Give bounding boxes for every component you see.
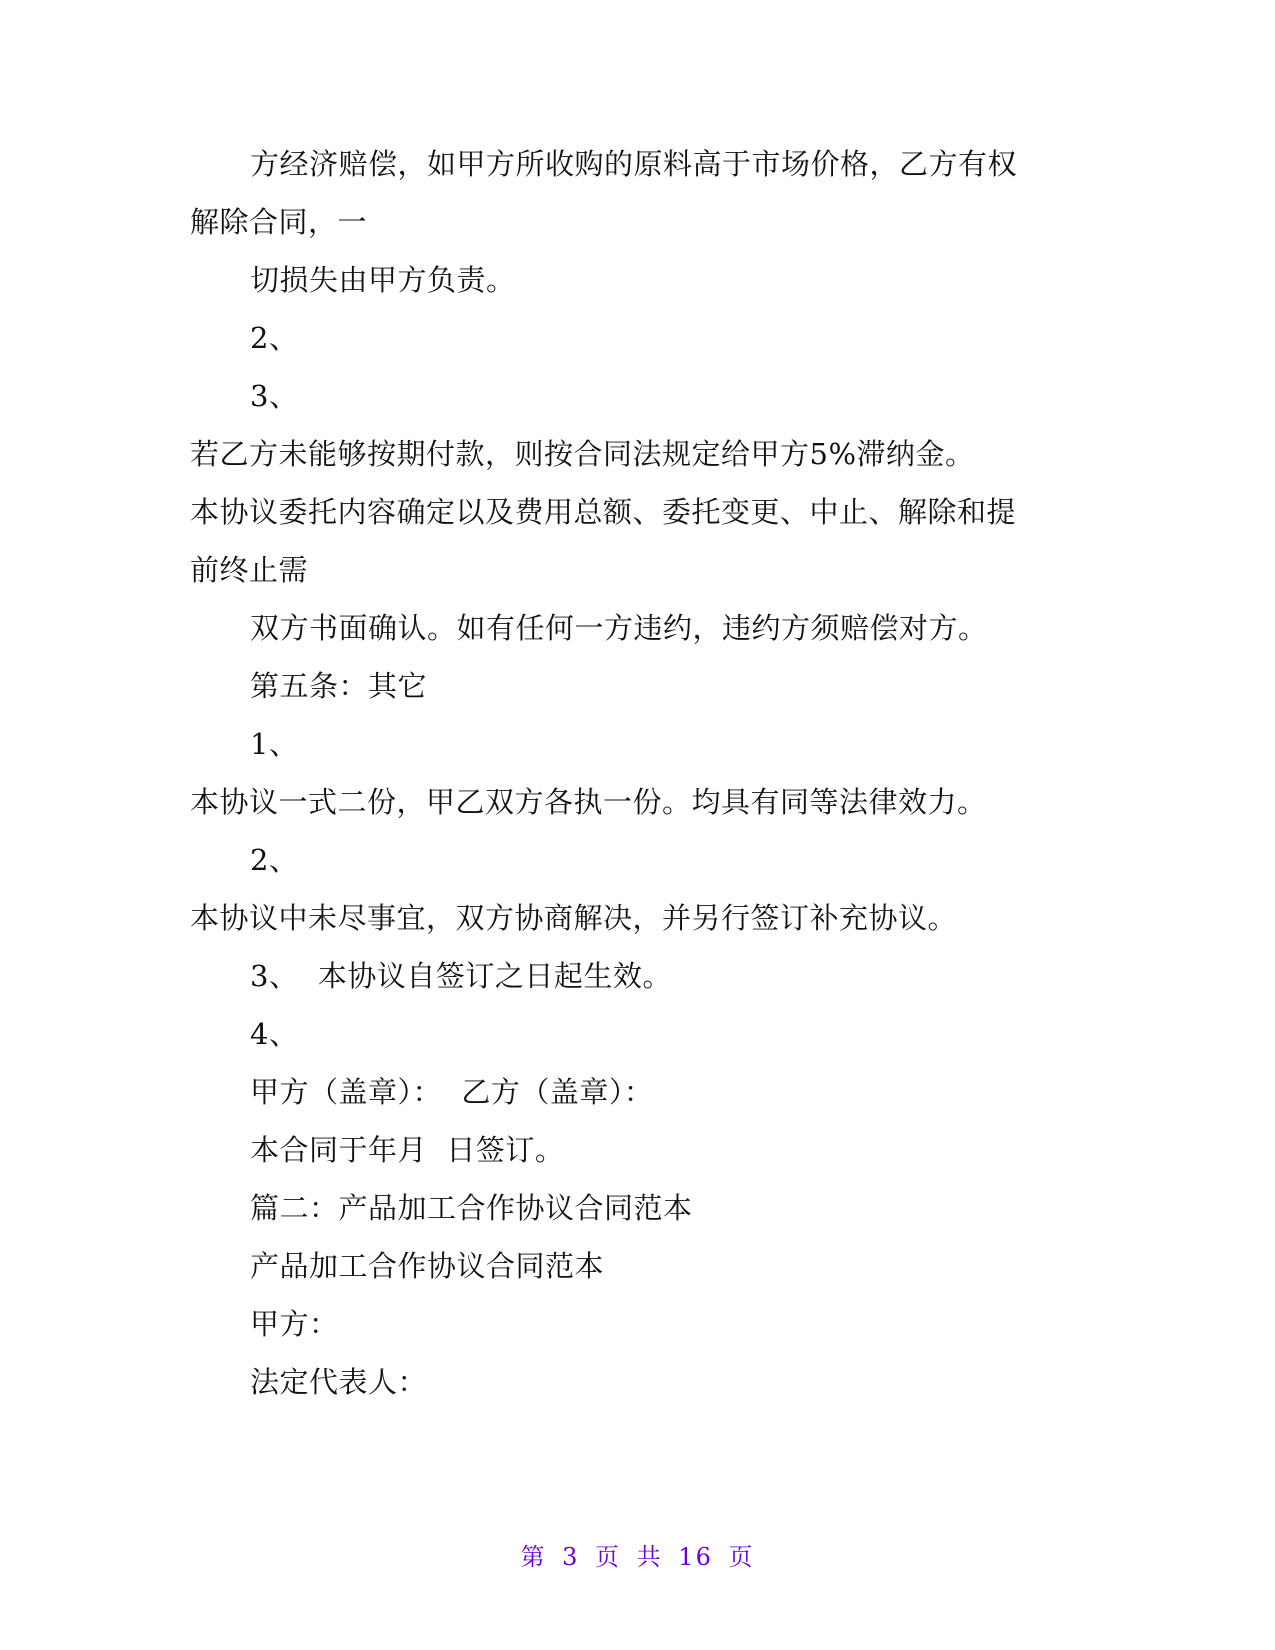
list-number: 3、 (250, 379, 299, 413)
page-footer: 第 3 页 共 16 页 (520, 1543, 755, 1571)
list-number: 4、 (250, 1017, 299, 1051)
signature-line: 甲方（盖章）： 乙方（盖章）： (250, 1075, 654, 1109)
text-line: 3、 本协议自签订之日起生效。 (250, 959, 672, 993)
text-line: 方经济赔偿，如甲方所收购的原料高于市场价格，乙方有权 (250, 147, 1018, 181)
text-line: 前终止需 (190, 553, 309, 587)
list-number: 1、 (250, 727, 299, 761)
section-heading: 第五条：其它 (250, 669, 428, 703)
text-line: 切损失由甲方负责。 (250, 263, 516, 297)
text-line: 本协议一式二份，甲乙双方各执一份。均具有同等法律效力。 (190, 785, 987, 819)
text-line: 若乙方未能够按期付款，则按合同法规定给甲方5%滞纳金。 (190, 437, 975, 471)
list-number: 2、 (250, 843, 299, 877)
section-heading: 篇二：产品加工合作协议合同范本 (250, 1191, 693, 1225)
list-number: 2、 (250, 321, 299, 355)
document-title: 产品加工合作协议合同范本 (250, 1249, 605, 1283)
text-line: 本协议中未尽事宜，双方协商解决，并另行签订补充协议。 (190, 901, 958, 935)
date-line: 本合同于年月 日签订。 (250, 1133, 565, 1167)
text-line: 双方书面确认。如有任何一方违约，违约方须赔偿对方。 (250, 611, 988, 645)
text-line: 解除合同，一 (190, 205, 368, 239)
text-line: 本协议委托内容确定以及费用总额、委托变更、中止、解除和提 (190, 495, 1017, 529)
party-field: 法定代表人： (250, 1365, 428, 1399)
party-field: 甲方： (250, 1307, 339, 1341)
